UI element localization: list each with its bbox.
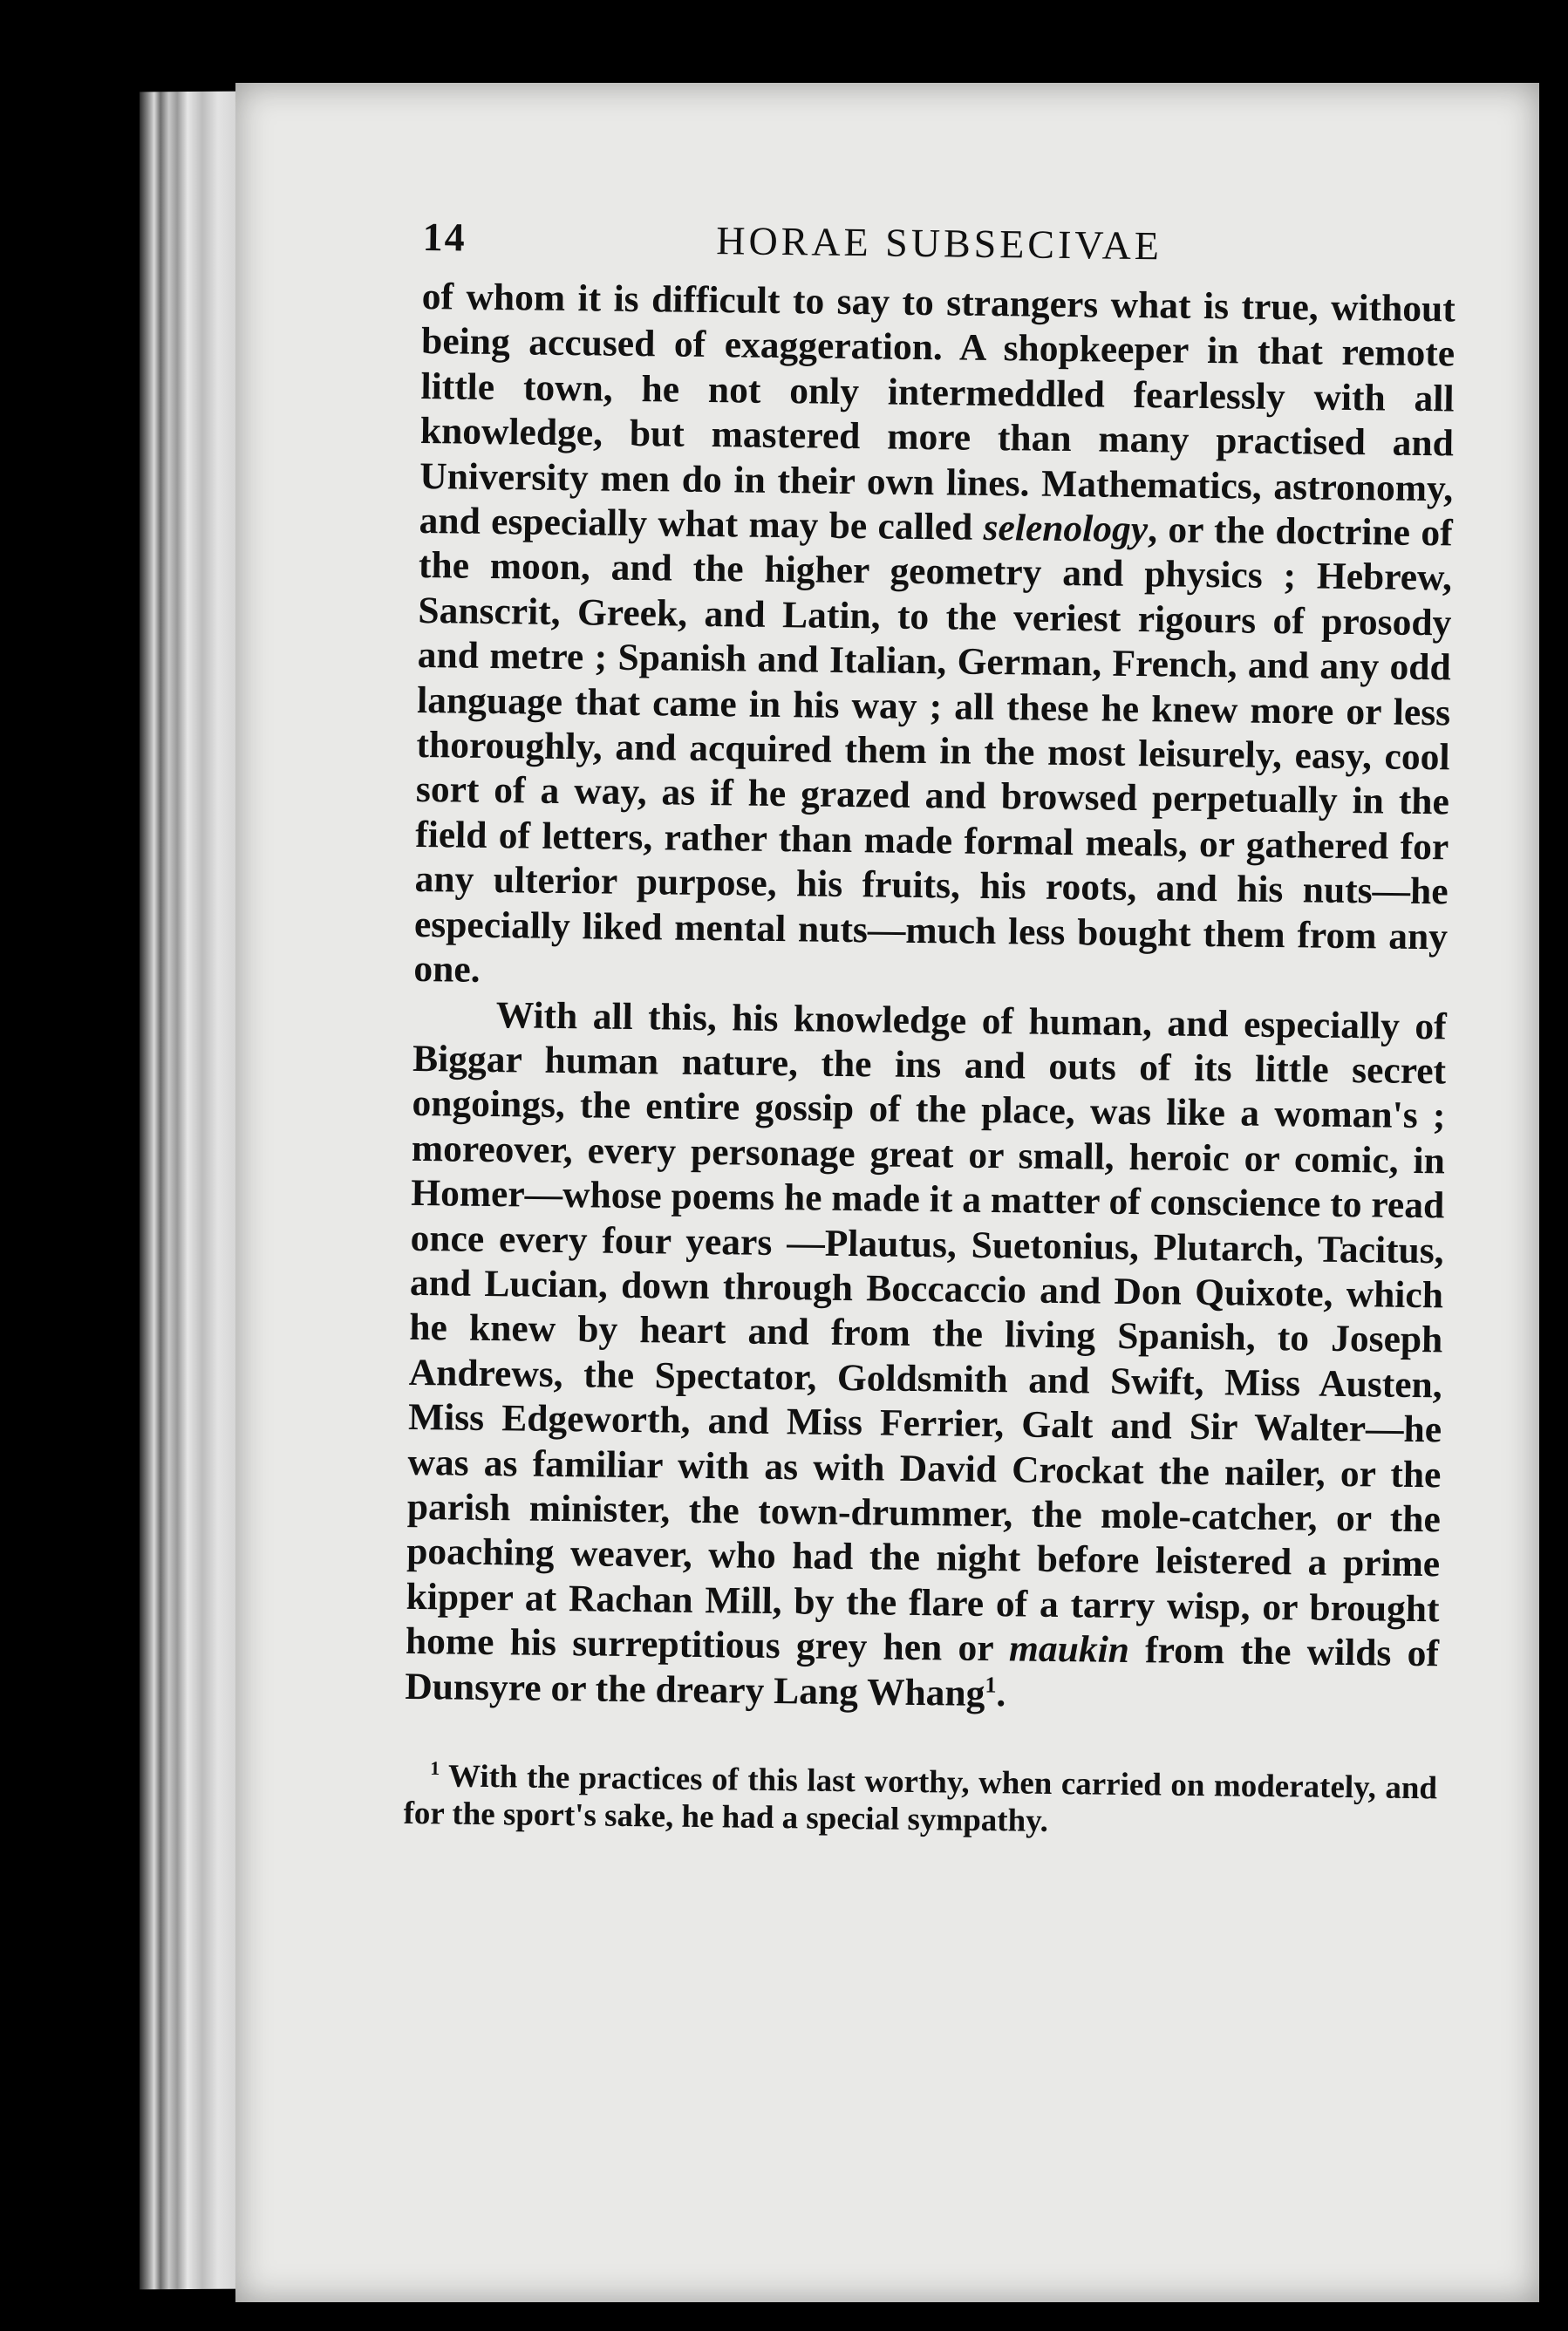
paragraph-1 (413, 275, 1456, 1005)
footnote-reference: 1 (985, 1672, 997, 1698)
paragraph-2 (405, 992, 1447, 1721)
paragraph-2-text-a: With all this, his knowledge of human, and especially of Biggar human nature, the ins and outs of its little secret ongoings, the entire gossip of the place, was like a woman's ; moreover, every personage great or small, heroic or comic, in Homer—whose poems he made it a matter of conscience to read once every four years —Plautus, Suetonius, Plutarch, Tacitus, and Lucian, down through Boccaccio and Don Quixote, which he knew by heart and from the living Spanish, to Joseph Andrews, the Spectator, Goldsmith and Swift, Miss Austen, Miss Edgeworth, and Miss Ferrier, Galt and Sir Walter—he was as familiar with as with David Crockat the nailer, or the parish minister, the town-drummer, the mole-catcher, or the poaching weaver, who had the night before leistered a prime kipper at Rachan Mill, by the flare of a tarry wisp, or brought home his surreptitious grey hen or (405, 993, 1447, 1670)
footnote-marker: 1 (430, 1756, 440, 1780)
page-number: 14 (422, 214, 467, 260)
running-head (422, 214, 1456, 287)
footnote (403, 1757, 1437, 1844)
italic-term-maukin: maukin (1008, 1627, 1130, 1672)
body-text (405, 275, 1456, 1721)
footnote-text: With the practices of this last worthy, when carried on moderately, and for the sport's sake, he had a special sympathy. (403, 1758, 1438, 1839)
paragraph-1-text-a: of whom it is difficult to say to strangers what is true, without being accused of exaggeration. A shopkeeper in that remote little town, he not only intermeddled fearlessly with all knowledge, but mastered more than many practised and University men do in their own lines. Mathematics, astronomy, and especially what may be called (419, 275, 1456, 549)
page-sheet (235, 83, 1539, 2302)
italic-term-selenology: selenology (983, 506, 1149, 551)
running-title: HORAE SUBSECIVAE (715, 218, 1163, 269)
book-binding-edge (140, 92, 244, 2290)
paragraph-2-text-b: from the wilds of Dunsyre or the dreary Lang Whang (405, 1629, 1440, 1714)
page-content (403, 214, 1456, 1844)
paragraph-2-text-c: . (996, 1672, 1006, 1714)
paragraph-1-text-b: , or the doctrine of the moon, and the higher geometry and physics ; Hebrew, Sanscrit, Greek, and Latin, to the veriest rigours of prosody and metre ; Spanish and Italian, German, French, and any odd language that came in his way ; all these he knew more or less thoroughly, and acquired them in the most leisurely, easy, cool sort of a way, as if he grazed and browsed perpetually in the field of letters, rather than made formal meals, or gathered for any ulterior purpose, his fruits, his roots, and his nuts—he especially liked mental nuts—much less bought them from any one. (413, 508, 1453, 991)
